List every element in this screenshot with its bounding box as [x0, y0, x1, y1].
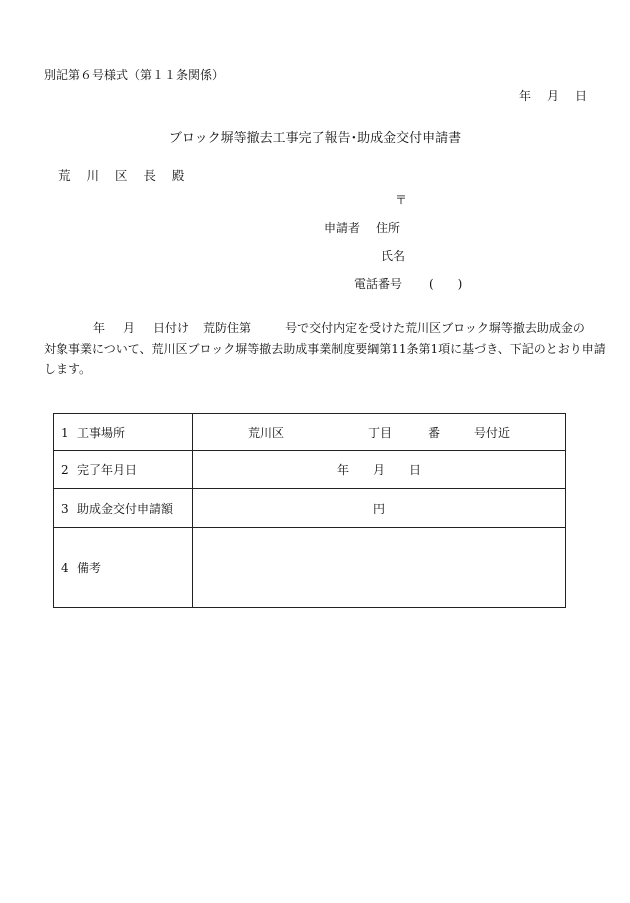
body-text-line-3: します。: [44, 362, 92, 376]
body-ref: 荒防住第: [203, 321, 252, 335]
amount-unit: 円: [372, 501, 385, 516]
date-month-label: 月: [547, 89, 560, 103]
body-text-line-1: [93, 319, 585, 336]
amount-field[interactable]: [193, 489, 566, 528]
form-number: 別記第６号様式（第１１条関係）: [44, 68, 225, 82]
completion-day: 日: [409, 463, 422, 477]
completion-date-field[interactable]: [193, 451, 566, 489]
remarks-field[interactable]: [193, 528, 566, 608]
location-ward: 荒川区: [247, 425, 284, 440]
postal-mark: 〒: [395, 193, 408, 207]
phone-parentheses: ( ): [429, 277, 463, 291]
phone-label: 電話番号: [354, 277, 403, 291]
table-row: [54, 414, 566, 451]
row-label-location: 1 工事場所: [54, 414, 193, 451]
row-label-remarks: 4 備考: [54, 528, 193, 608]
addressee: 荒 川 区 長 殿: [58, 168, 191, 183]
date-year-label: 年: [519, 89, 532, 103]
applicant-label: 申請者: [324, 221, 361, 235]
table-row: [54, 528, 566, 608]
location-field[interactable]: [193, 414, 566, 451]
submission-date: [519, 87, 587, 104]
table-row: [54, 489, 566, 528]
body-year: 年: [93, 321, 106, 335]
address-label: 住所: [376, 221, 401, 235]
body-day: 日付け: [153, 321, 190, 335]
date-day-label: 日: [575, 89, 588, 103]
table-row: [54, 451, 566, 489]
location-ban: 番: [428, 425, 441, 440]
completion-month: 月: [372, 463, 385, 477]
name-label: 氏名: [381, 249, 406, 263]
location-go: 号付近: [474, 425, 511, 440]
location-chome: 丁目: [367, 425, 392, 440]
completion-year: 年: [336, 463, 349, 477]
row-label-completion-date: 2 完了年月日: [54, 451, 193, 489]
body-text-line-2: 対象事業について、荒川区ブロック塀等撤去助成事業制度要綱第11条第1項に基づき、下記のとおり申請: [44, 342, 606, 356]
application-table: [53, 413, 566, 608]
body-month: 月: [123, 321, 136, 335]
row-label-amount: 3 助成金交付申請額: [54, 489, 193, 528]
document-title: ブロック塀等撤去工事完了報告･助成金交付申請書: [168, 131, 462, 146]
body-rest: 号で交付内定を受けた荒川区ブロック塀等撤去助成金の: [285, 321, 585, 335]
